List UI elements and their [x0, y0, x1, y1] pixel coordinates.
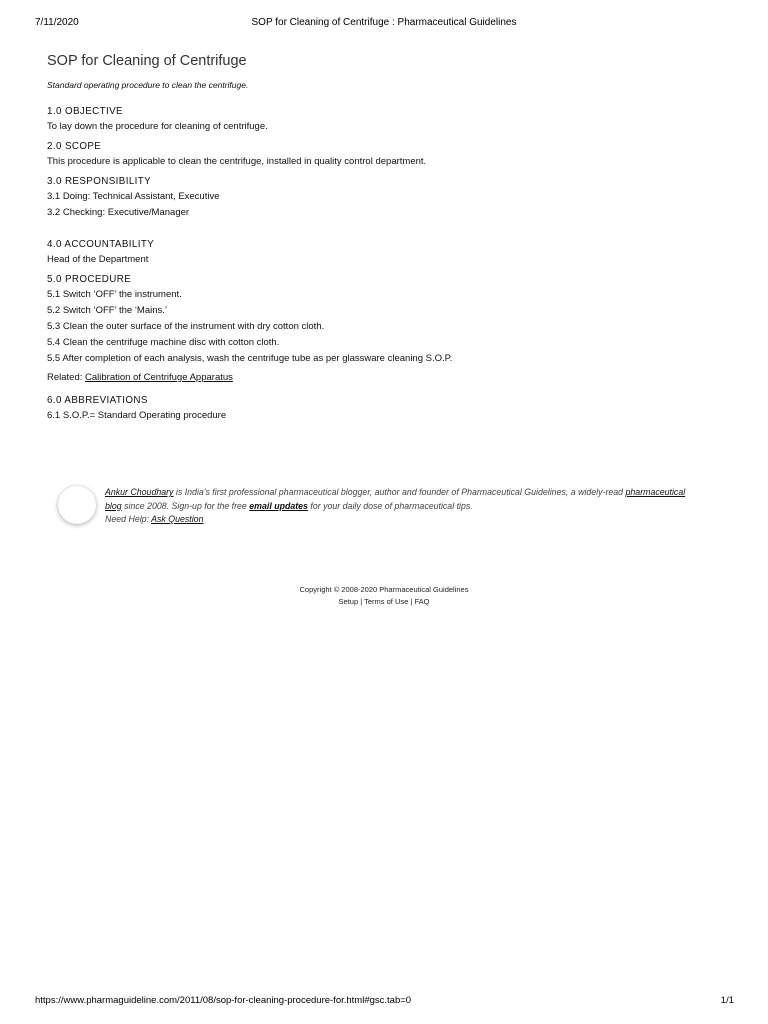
related-link-line [47, 372, 737, 383]
footer-links [0, 596, 768, 608]
section-heading-accountability: 4.0 ACCOUNTABILITY [47, 239, 155, 250]
link-separator: | [358, 597, 365, 606]
link-separator: | [408, 597, 415, 606]
article [47, 50, 737, 426]
section-line: 5.1 Switch ‘OFF’ the instrument. [47, 289, 182, 300]
page-subtitle: Standard operating procedure to clean the centrifuge. [47, 80, 249, 90]
section-heading-scope: 2.0 SCOPE [47, 141, 102, 152]
author-bio [105, 486, 695, 527]
bio-text: since 2008. Sign-up for the free [121, 500, 250, 511]
help-label: Need Help: [105, 514, 152, 524]
print-footer-url: https://www.pharmaguideline.com/2011/08/sop-for-cleaning-procedure-for.html#gsc.tab=0 [35, 995, 412, 1006]
print-header-title: SOP for Cleaning of Centrifuge : Pharmaceutical Guidelines [251, 17, 517, 28]
page-title: SOP for Cleaning of Centrifuge [47, 53, 247, 69]
setup-link[interactable]: Setup [338, 597, 359, 606]
section-line: 5.5 After completion of each analysis, wash the centrifuge tube as per glassware cleaning S.O.P. [47, 353, 453, 364]
related-label: Related: [47, 372, 83, 383]
section-line: To lay down the procedure for cleaning of centrifuge. [47, 121, 268, 132]
section-heading-objective: 1.0 OBJECTIVE [47, 106, 123, 117]
section-line: 3.1 Doing: Technical Assistant, Executive [47, 191, 220, 202]
print-date: 7/11/2020 [35, 17, 79, 28]
section-line: 5.3 Clean the outer surface of the instrument with dry cotton cloth. [47, 321, 325, 332]
related-article-link[interactable]: Calibration of Centrifuge Apparatus [85, 372, 233, 383]
section-line: 5.4 Clean the centrifuge machine disc with cotton cloth. [47, 337, 280, 348]
bio-text: for your daily dose of pharmaceutical tips. [307, 500, 473, 511]
author-name-link[interactable]: Ankur Choudhary [105, 487, 174, 497]
faq-link[interactable]: FAQ [414, 597, 430, 606]
blog-link[interactable]: pharmaceutical blog [105, 487, 686, 511]
section-line: 6.1 S.O.P.= Standard Operating procedure [47, 410, 227, 421]
section-line: 5.2 Switch ‘OFF’ the ‘Mains.’ [47, 305, 168, 316]
copyright-block [0, 584, 768, 608]
terms-link[interactable]: Terms of Use [364, 597, 409, 606]
bio-text: is India's first professional pharmaceutical blogger, author and founder of Pharmaceutical Guidelines, a widely-read [173, 487, 626, 497]
email-updates-link[interactable]: email updates [249, 500, 308, 511]
print-page-number: 1/1 [720, 995, 734, 1006]
section-line: 3.2 Checking: Executive/Manager [47, 207, 190, 218]
section-line: Head of the Department [47, 254, 149, 265]
section-heading-responsibility: 3.0 RESPONSIBILITY [47, 176, 152, 187]
section-line: This procedure is applicable to clean the centrifuge, installed in quality control department. [47, 156, 427, 167]
section-heading-procedure: 5.0 PROCEDURE [47, 274, 132, 285]
section-heading-abbreviations: 6.0 ABBREVIATIONS [47, 395, 148, 406]
author-avatar [58, 486, 96, 524]
copyright-text: Copyright © 2008-2020 Pharmaceutical Guidelines [299, 585, 469, 594]
ask-question-link[interactable]: Ask Question [151, 514, 204, 524]
